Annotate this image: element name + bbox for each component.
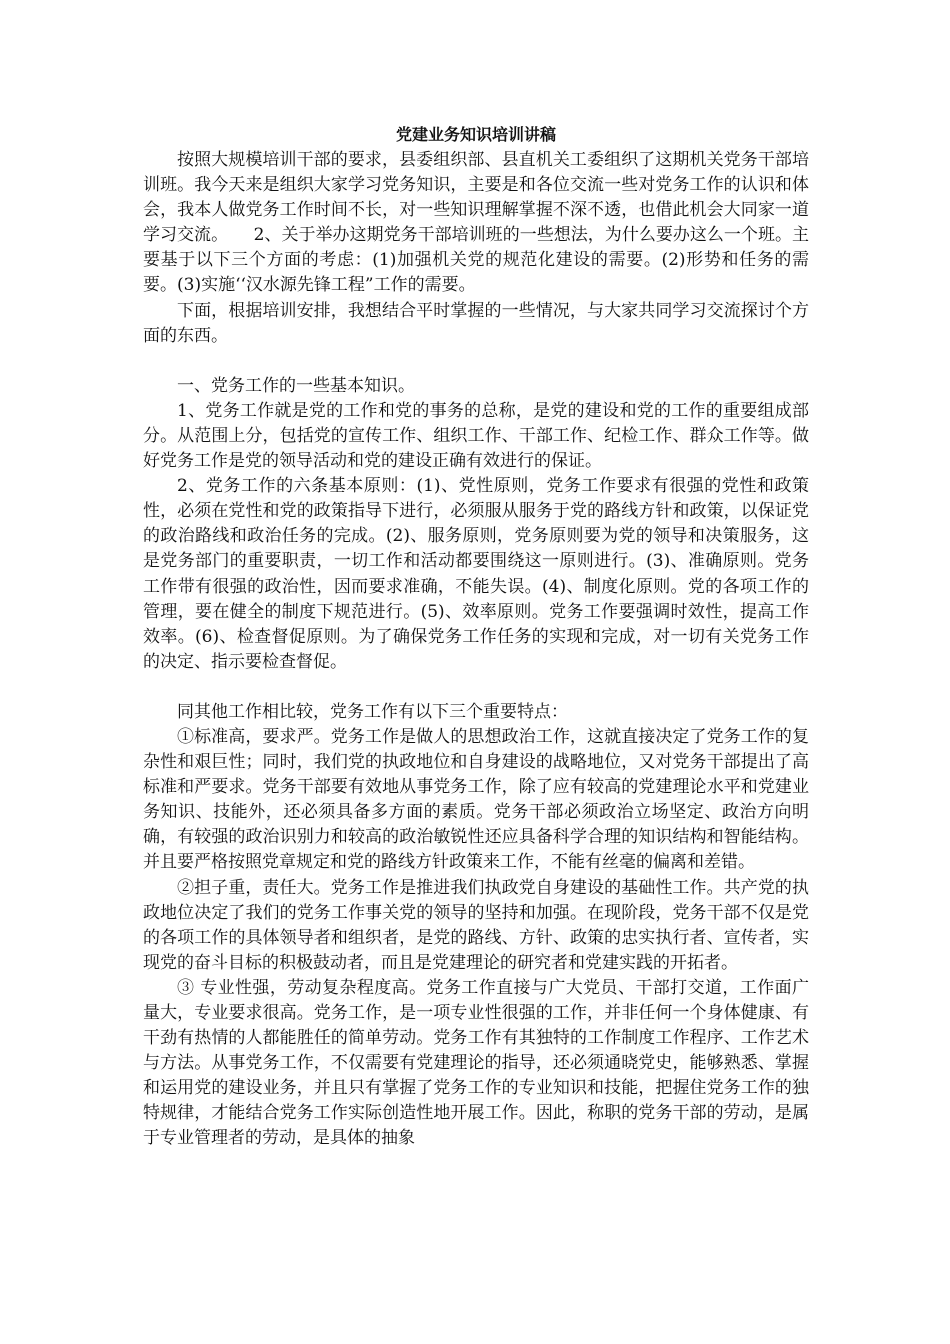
paragraph-principles: 2、党务工作的六条基本原则：(1)、党性原则，党务工作要求有很强的党性和政策性，必须在党性和党的政策指导下进行，必须服从服务于党的路线方针和政策，以保证党的政治路线和政治任务的完成。(2)、服务原则，党务原则要为党的领导和决策服务，这是党务部门的重要职责，一切工作和活动都要围绕这一原则进行。(3)、准确原则。党务工作带有很强的政治性，因而要求准确，不能失误。(4)、制度化原则。党的各项工作的管理，要在健全的制度下规范进行。(5)、效率原则。党务工作要强调时效性，提高工作效率。(6)、检查督促原则。为了确保党务工作任务的实现和完成，对一切有关党务工作的决定、指示要检查督促。 (143, 476, 809, 672)
paragraph-feature-1: ①标准高，要求严。党务工作是做人的思想政治工作，这就直接决定了党务工作的复杂性和艰巨性；同时，我们党的执政地位和自身建设的战略地位，又对党务干部提出了高标准和严要求。党务干部要有效地从事党务工作，除了应有较高的党建理论水平和党建业务知识、技能外，还必须具备多方面的素质。党务干部必须政治立场坚定、政治方向明确，有较强的政治识别力和较高的政治敏锐性还应具备科学合理的知识结构和智能结构。并且要严格按照党章规定和党的路线方针政策来工作，不能有丝毫的偏离和差错。 (143, 726, 809, 873)
document-page (143, 122, 809, 1152)
paragraph-outline: 下面，根据培训安排，我想结合平时掌握的一些情况，与大家共同学习交流探讨个方面的东西。 (143, 300, 809, 346)
section-heading-1: 一、党务工作的一些基本知识。 (177, 375, 415, 396)
paragraph-feature-3: ③ 专业性强，劳动复杂程度高。党务工作直接与广大党员、干部打交道，工作面广量大，专业要求很高。党务工作，是一项专业性很强的工作，并非任何一个身体健康、有干劲有热情的人都能胜任的简单劳动。党务工作有其独特的工作制度工作程序、工作艺术与方法。从事党务工作，不仅需要有党建理论的指导，还必须通晓党史，能够熟悉、掌握和运用党的建设业务，并且只有掌握了党务工作的专业知识和技能，把握住党务工作的独特规律，才能结合党务工作实际创造性地开展工作。因此，称职的党务干部的劳动，是属于专业管理者的劳动，是具体的抽象 (143, 977, 809, 1149)
paragraph-features-intro: 同其他工作相比较，党务工作有以下三个重要特点： (177, 701, 568, 722)
blank-line (143, 675, 809, 700)
document-title: 党建业务知识培训讲稿 (395, 125, 556, 144)
paragraph-feature-2: ②担子重，责任大。党务工作是推进我们执政党自身建设的基础性工作。共产党的执政地位决定了我们的党务工作事关党的领导的坚持和加强。在现阶段，党务干部不仅是党的各项工作的具体领导者和组织者，是党的路线、方针、政策的忠实执行者、宣传者，实现党的奋斗目标的积极鼓动者，而且是党建理论的研究者和党建实践的开拓者。 (143, 877, 809, 973)
blank-line (143, 349, 809, 374)
paragraph-definition: 1、党务工作就是党的工作和党的事务的总称，是党的建设和党的工作的重要组成部分。从范围上分，包括党的宣传工作、组织工作、干部工作、纪检工作、群众工作等。做好党务工作是党的领导活动和党的建设正确有效进行的保证。 (143, 400, 809, 472)
paragraph-intro: 按照大规模培训干部的要求，县委组织部、县直机关工委组织了这期机关党务干部培训班。我今天来是组织大家学习党务知识，主要是和各位交流一些对党务工作的认识和体会，我本人做党务工作时间不长，对一些知识理解掌握不深不透，也借此机会大同家一道学习交流。 2、关于举办这期党务干部培训班的一些想法，为什么要办这么一个班。主要基于以下三个方面的考虑：(1)加强机关党的规范化建设的需要。(2)形势和任务的需要。(3)实施‘‘汉水源先锋工程”工作的需要。 (143, 150, 809, 296)
